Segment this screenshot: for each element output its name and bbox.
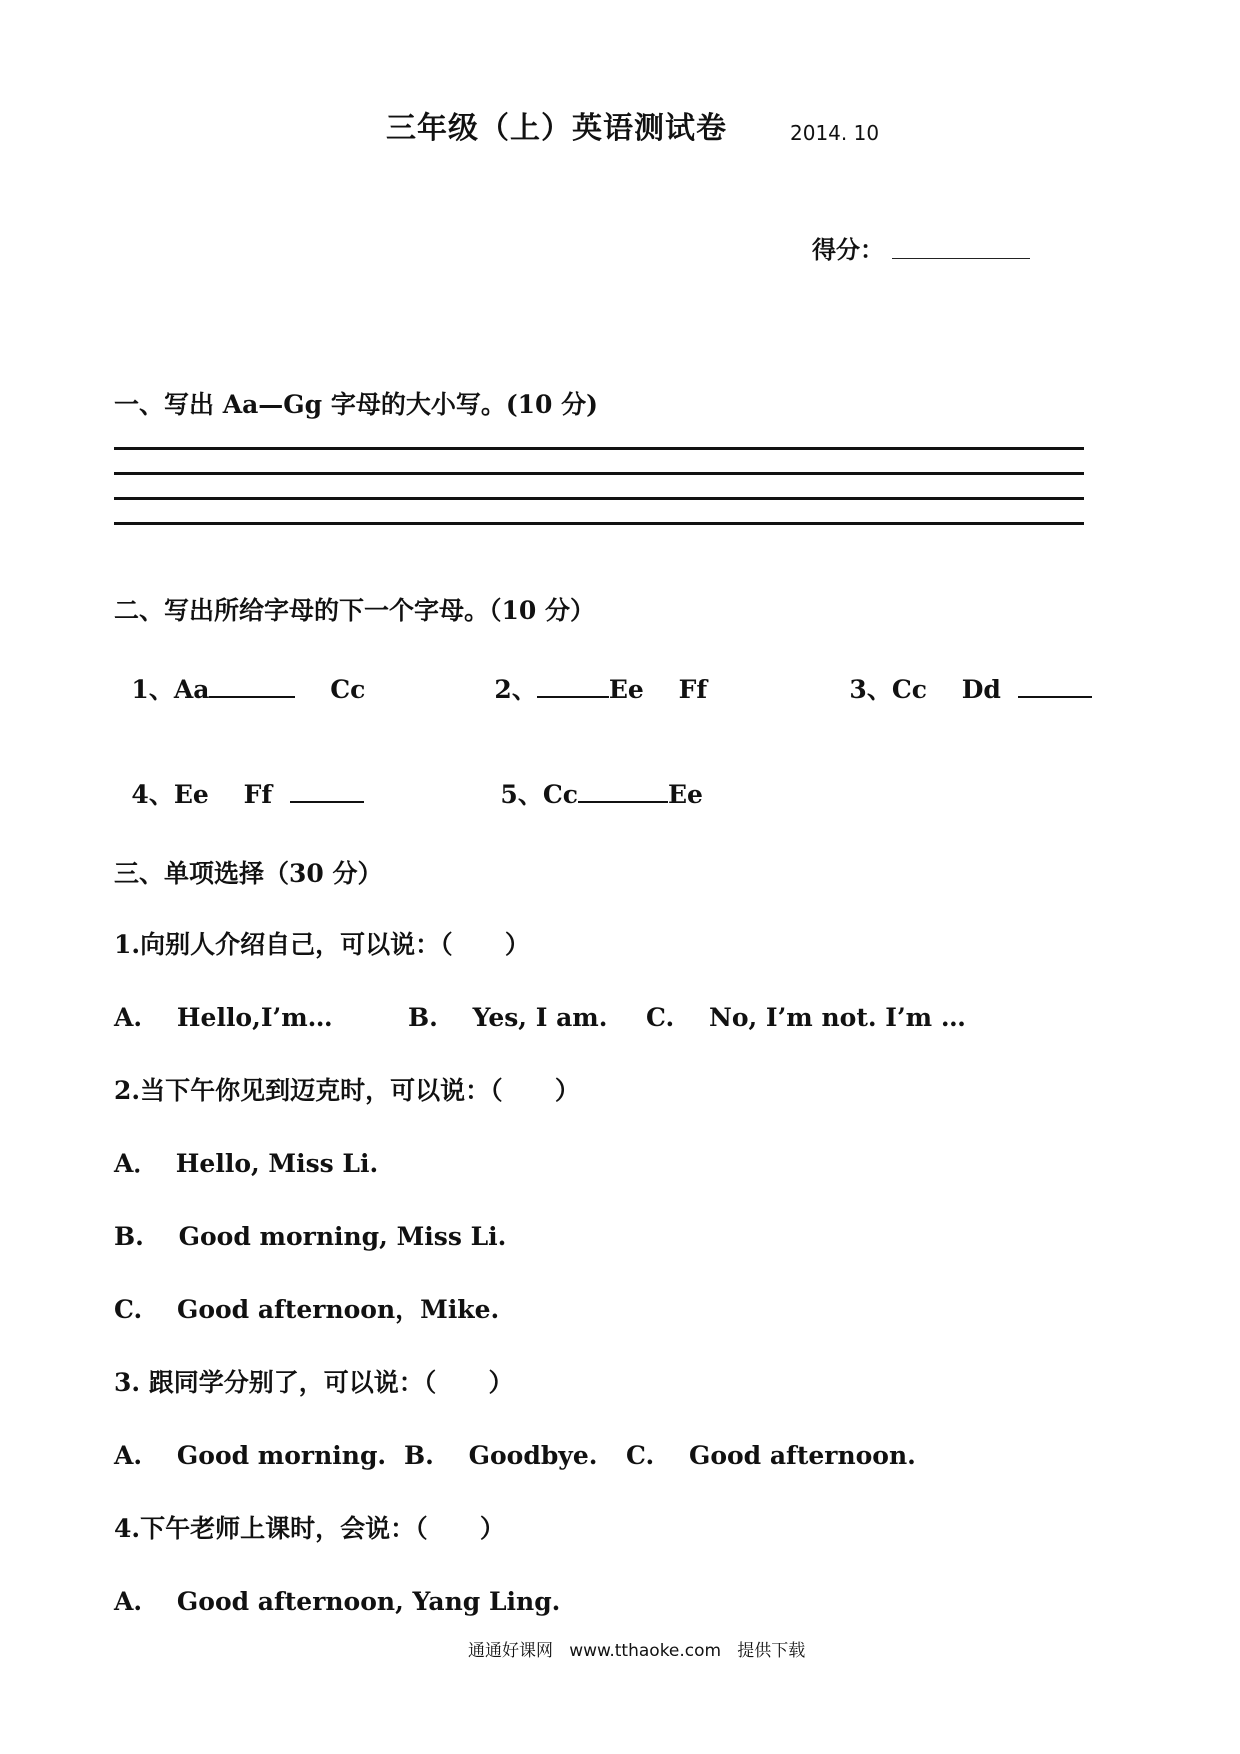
fill-item-4-prefix: 4、Ee Ff xyxy=(131,780,273,809)
fill-item-5-prefix: 5、Cc xyxy=(500,780,578,809)
section1-heading: 一、写出 Aa—Gg 字母的大小写。(10 分) xyxy=(114,390,598,419)
fill-blank-2[interactable] xyxy=(537,695,609,698)
question-3-option-b[interactable]: B. Goodbye. xyxy=(404,1441,598,1470)
writing-line-4[interactable] xyxy=(114,522,1084,525)
fill-item-2 xyxy=(477,652,707,702)
question-2-option-c[interactable]: C. Good afternoon，Mike. xyxy=(114,1295,500,1324)
fill-item-4 xyxy=(114,757,364,807)
writing-line-3[interactable] xyxy=(114,497,1084,500)
question-3: 3. 跟同学分别了，可以说：（ ） xyxy=(114,1368,514,1397)
question-2: 2.当下午你见到迈克时，可以说：（ ） xyxy=(114,1076,580,1105)
fill-item-5 xyxy=(483,757,703,807)
question-1: 1.向别人介绍自己，可以说：（ ） xyxy=(114,930,530,959)
fill-item-2-prefix: 2、 xyxy=(494,675,537,704)
fill-item-3-prefix: 3、Cc Dd xyxy=(849,675,1001,704)
score-blank-line[interactable] xyxy=(892,258,1030,259)
exam-date: 2014. 10 xyxy=(790,121,880,145)
page-title: 三年级（上）英语测试卷 xyxy=(386,111,727,146)
fill-blank-1[interactable] xyxy=(209,695,295,698)
fill-blank-4[interactable] xyxy=(290,800,364,803)
question-2-option-b[interactable]: B. Good morning, Miss Li. xyxy=(114,1222,507,1251)
writing-line-2[interactable] xyxy=(114,472,1084,475)
footer-credit: 通通好课网 www.tthaoke.com 提供下载 xyxy=(468,1641,806,1661)
fill-item-3 xyxy=(832,652,1092,702)
fill-item-1-suffix: Cc xyxy=(330,675,366,704)
section3-heading: 三、单项选择（30 分） xyxy=(114,859,383,888)
question-4: 4.下午老师上课时，会说：（ ） xyxy=(114,1514,505,1543)
score-label: 得分： xyxy=(812,235,884,264)
question-3-option-c[interactable]: C. Good afternoon. xyxy=(626,1441,916,1470)
fill-item-1 xyxy=(114,652,365,702)
fill-item-5-suffix: Ee xyxy=(667,780,703,809)
fill-blank-3[interactable] xyxy=(1018,695,1092,698)
question-1-option-b[interactable]: B. Yes, I am. xyxy=(408,1003,608,1032)
writing-line-1[interactable] xyxy=(114,447,1084,450)
section2-heading: 二、写出所给字母的下一个字母。（10 分） xyxy=(114,596,595,625)
question-2-option-a[interactable]: A． Hello, Miss Li. xyxy=(114,1149,379,1178)
question-4-option-a[interactable]: A. Good afternoon, Yang Ling. xyxy=(114,1587,561,1616)
fill-item-2-suffix: Ee Ff xyxy=(608,675,708,704)
fill-item-1-prefix: 1、Aa xyxy=(131,675,210,704)
question-3-option-a[interactable]: A. Good morning. xyxy=(114,1441,387,1470)
fill-blank-5[interactable] xyxy=(578,800,668,803)
question-1-option-c[interactable]: C. No, I’m not. I’m … xyxy=(646,1003,966,1032)
question-1-option-a[interactable]: A. Hello,I’m… xyxy=(114,1003,333,1032)
